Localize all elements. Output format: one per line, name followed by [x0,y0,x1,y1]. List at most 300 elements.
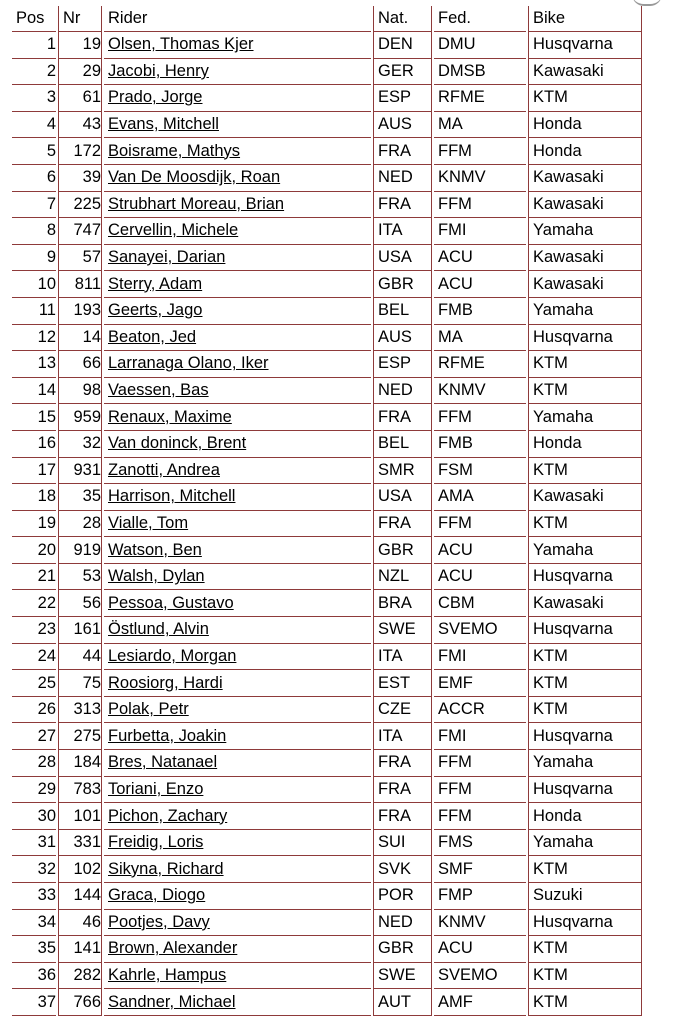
cell-fed: FMI [434,644,526,671]
cell-fed: FFM [434,803,526,830]
cell-rider [104,537,371,564]
cell-bike: KTM [528,511,642,538]
cell-nr: 747 [58,218,102,245]
cell-nat: CZE [373,697,432,724]
cell-fed: DMU [434,32,526,59]
header-nr: Nr [58,6,102,32]
rider-link[interactable]: Bres, Natanael [108,753,218,772]
cell-fed: AMF [434,989,526,1016]
cell-fed: FFM [434,777,526,804]
cell-rider [104,856,371,883]
cell-nat: SMR [373,458,432,485]
cell-fed: ACU [434,537,526,564]
cell-nr: 101 [58,803,102,830]
cell-bike: Honda [528,803,642,830]
cell-bike: Kawasaki [528,484,642,511]
cell-nr: 61 [58,85,102,112]
cell-nr: 75 [58,670,102,697]
cell-fed: AMA [434,484,526,511]
cell-nr: 29 [58,59,102,86]
rider-link[interactable]: Olsen, Thomas Kjer [108,35,254,54]
rider-link[interactable]: Graca, Diogo [108,886,206,905]
cell-pos: 4 [12,112,56,139]
table-row [12,537,642,564]
cell-bike: Kawasaki [528,59,642,86]
rider-link[interactable]: Strubhart Moreau, Brian [108,194,285,213]
header-fed: Fed. [434,6,526,32]
table-body [12,32,642,1016]
cell-nat: SWE [373,963,432,990]
cell-bike: KTM [528,936,642,963]
cell-rider [104,936,371,963]
table-row [12,723,642,750]
cell-fed: FFM [434,192,526,219]
rider-link[interactable]: Roosiorg, Hardi [108,673,223,692]
cell-bike: Kawasaki [528,192,642,219]
cell-bike: KTM [528,989,642,1016]
rider-link[interactable]: Renaux, Maxime [108,407,232,426]
cell-nr: 144 [58,883,102,910]
cell-nr: 225 [58,192,102,219]
cell-nat: GBR [373,936,432,963]
cell-nat: USA [373,245,432,272]
cell-fed: FFM [434,511,526,538]
cell-fed: ACU [434,936,526,963]
cell-nat: FRA [373,404,432,431]
cell-pos: 36 [12,963,56,990]
cell-bike: KTM [528,670,642,697]
cell-nat: GER [373,59,432,86]
rider-link[interactable]: Toriani, Enzo [108,779,204,798]
cell-rider [104,697,371,724]
cell-bike: Honda [528,431,642,458]
cell-fed: RFME [434,85,526,112]
cell-nat: BEL [373,298,432,325]
cell-pos: 15 [12,404,56,431]
cell-nat: SUI [373,830,432,857]
rider-link[interactable]: Sanayei, Darian [108,248,226,267]
cell-pos: 20 [12,537,56,564]
cell-nat: ESP [373,85,432,112]
cell-nr: 53 [58,564,102,591]
table-row [12,85,642,112]
rider-link[interactable]: Östlund, Alvin [108,620,209,639]
cell-bike: Honda [528,112,642,139]
table-row [12,218,642,245]
cell-nr: 19 [58,32,102,59]
cell-bike: Husqvarna [528,32,642,59]
cell-nr: 43 [58,112,102,139]
cell-rider [104,910,371,937]
cell-bike: Husqvarna [528,325,642,352]
cell-nat: FRA [373,138,432,165]
cell-nat: NED [373,165,432,192]
cell-nr: 331 [58,830,102,857]
cell-nat: NED [373,378,432,405]
cell-bike: Husqvarna [528,777,642,804]
cell-fed: FSM [434,458,526,485]
cell-nat: DEN [373,32,432,59]
cell-nr: 46 [58,910,102,937]
cell-bike: Yamaha [528,537,642,564]
cell-bike: Honda [528,138,642,165]
rider-link[interactable]: Kahrle, Hampus [108,966,227,985]
cell-nr: 98 [58,378,102,405]
cell-fed: FFM [434,138,526,165]
cell-fed: SVEMO [434,963,526,990]
cell-rider [104,112,371,139]
table-row [12,325,642,352]
cell-pos: 13 [12,351,56,378]
cell-pos: 23 [12,617,56,644]
cell-nat: GBR [373,537,432,564]
cell-nr: 56 [58,590,102,617]
table-row [12,590,642,617]
cell-fed: FMI [434,218,526,245]
table-row [12,644,642,671]
cell-nat: BRA [373,590,432,617]
cell-nr: 811 [58,271,102,298]
cell-nr: 313 [58,697,102,724]
rider-link[interactable]: Cervellin, Michele [108,221,239,240]
cell-rider [104,564,371,591]
rider-link[interactable]: Jacobi, Henry [108,61,209,80]
cell-nr: 28 [58,511,102,538]
header-nat: Nat. [373,6,432,32]
cell-pos: 31 [12,830,56,857]
cell-nat: SWE [373,617,432,644]
table-row [12,484,642,511]
cell-bike: Yamaha [528,750,642,777]
cell-nr: 959 [58,404,102,431]
table-row [12,431,642,458]
cell-pos: 5 [12,138,56,165]
cell-fed: MA [434,325,526,352]
cell-rider [104,218,371,245]
cell-nr: 172 [58,138,102,165]
cell-bike: Yamaha [528,298,642,325]
table-row [12,138,642,165]
cell-pos: 37 [12,989,56,1016]
rider-link[interactable]: Larranaga Olano, Iker [108,354,269,373]
table-row [12,670,642,697]
cell-nat: SVK [373,856,432,883]
cell-nr: 57 [58,245,102,272]
table-row [12,245,642,272]
rider-link[interactable]: Van doninck, Brent [108,434,247,453]
cell-rider [104,271,371,298]
cell-rider [104,883,371,910]
cell-nat: NED [373,910,432,937]
cell-pos: 6 [12,165,56,192]
cell-bike: KTM [528,856,642,883]
cell-rider [104,351,371,378]
cell-fed: KNMV [434,910,526,937]
cell-bike: KTM [528,378,642,405]
cell-bike: KTM [528,458,642,485]
rider-link[interactable]: Sikyna, Richard [108,859,224,878]
table-row [12,351,642,378]
cell-pos: 33 [12,883,56,910]
cell-fed: FMB [434,298,526,325]
cell-bike: Suzuki [528,883,642,910]
rider-link[interactable]: Pootjes, Davy [108,912,210,931]
cell-fed: FMI [434,723,526,750]
cell-rider [104,777,371,804]
cell-pos: 28 [12,750,56,777]
cell-rider [104,245,371,272]
cell-nat: BEL [373,431,432,458]
rider-link[interactable]: Polak, Petr [108,700,189,719]
cell-nat: ESP [373,351,432,378]
cell-pos: 11 [12,298,56,325]
cell-fed: MA [434,112,526,139]
cell-nr: 184 [58,750,102,777]
cell-pos: 7 [12,192,56,219]
cell-fed: CBM [434,590,526,617]
rider-link[interactable]: Freidig, Loris [108,833,204,852]
cell-rider [104,85,371,112]
cell-fed: KNMV [434,165,526,192]
cell-pos: 22 [12,590,56,617]
cell-rider [104,590,371,617]
cell-pos: 25 [12,670,56,697]
cell-fed: FFM [434,404,526,431]
cell-nat: AUS [373,112,432,139]
table-row [12,165,642,192]
cell-pos: 30 [12,803,56,830]
table-row [12,830,642,857]
rider-link[interactable]: Harrison, Mitchell [108,487,236,506]
cell-pos: 12 [12,325,56,352]
cell-rider [104,404,371,431]
cell-bike: Yamaha [528,404,642,431]
rider-link[interactable]: Furbetta, Joakin [108,726,227,745]
cell-nat: AUT [373,989,432,1016]
cell-fed: SMF [434,856,526,883]
header-bike: Bike [528,6,642,32]
cell-fed: ACU [434,271,526,298]
cell-bike: KTM [528,644,642,671]
cell-bike: Husqvarna [528,564,642,591]
header-pos: Pos [12,6,56,32]
cell-fed: FMS [434,830,526,857]
cell-bike: Kawasaki [528,165,642,192]
table-row [12,617,642,644]
table-header [12,6,642,32]
cell-bike: Yamaha [528,830,642,857]
table-row [12,32,642,59]
cell-nr: 282 [58,963,102,990]
cell-pos: 19 [12,511,56,538]
cell-pos: 3 [12,85,56,112]
cell-nr: 931 [58,458,102,485]
cell-rider [104,59,371,86]
cell-nr: 66 [58,351,102,378]
cell-nat: FRA [373,803,432,830]
cell-nat: GBR [373,271,432,298]
rider-link[interactable]: Van De Moosdijk, Roan [108,168,281,187]
cell-nr: 275 [58,723,102,750]
cell-pos: 32 [12,856,56,883]
rider-link[interactable]: Vialle, Tom [108,513,189,532]
cell-rider [104,165,371,192]
header-row [12,6,642,32]
cell-nr: 141 [58,936,102,963]
cell-pos: 14 [12,378,56,405]
cell-nat: FRA [373,511,432,538]
rider-link[interactable]: Pessoa, Gustavo [108,593,234,612]
cell-bike: Husqvarna [528,723,642,750]
rider-link[interactable]: Walsh, Dylan [108,567,205,586]
table-row [12,271,642,298]
table-row [12,989,642,1016]
cell-nat: FRA [373,192,432,219]
cell-fed: ACU [434,245,526,272]
cell-pos: 29 [12,777,56,804]
cell-nr: 783 [58,777,102,804]
cell-nat: FRA [373,750,432,777]
cell-rider [104,378,371,405]
cell-fed: KNMV [434,378,526,405]
cell-rider [104,750,371,777]
table-row [12,59,642,86]
cell-nr: 32 [58,431,102,458]
table-row [12,883,642,910]
cell-rider [104,298,371,325]
table-row [12,936,642,963]
cell-fed: FMB [434,431,526,458]
cell-nr: 35 [58,484,102,511]
cell-rider [104,138,371,165]
cell-pos: 35 [12,936,56,963]
table-row [12,750,642,777]
cell-pos: 34 [12,910,56,937]
cell-nr: 766 [58,989,102,1016]
table-row [12,856,642,883]
cell-rider [104,484,371,511]
cell-pos: 27 [12,723,56,750]
table-row [12,777,642,804]
cell-nr: 14 [58,325,102,352]
cell-pos: 10 [12,271,56,298]
rider-link[interactable]: Boisrame, Mathys [108,141,241,160]
cell-pos: 24 [12,644,56,671]
cell-rider [104,617,371,644]
rider-link[interactable]: Pichon, Zachary [108,806,228,825]
cell-bike: Husqvarna [528,617,642,644]
cell-rider [104,670,371,697]
cell-nr: 39 [58,165,102,192]
rider-link[interactable]: Beaton, Jed [108,327,197,346]
cell-fed: FMP [434,883,526,910]
cell-pos: 21 [12,564,56,591]
cell-rider [104,963,371,990]
rider-link[interactable]: Watson, Ben [108,540,202,559]
rider-link[interactable]: Sandner, Michael [108,992,236,1011]
table-row [12,963,642,990]
rider-link[interactable]: Lesiardo, Morgan [108,646,237,665]
cell-bike: KTM [528,697,642,724]
cell-pos: 26 [12,697,56,724]
table-row [12,298,642,325]
table-row [12,697,642,724]
cell-bike: Kawasaki [528,590,642,617]
rider-link[interactable]: Sterry, Adam [108,274,203,293]
cell-rider [104,803,371,830]
cell-rider [104,32,371,59]
rider-link[interactable]: Zanotti, Andrea [108,460,220,479]
cell-pos: 1 [12,32,56,59]
cell-bike: Kawasaki [528,271,642,298]
cell-rider [104,325,371,352]
cell-nat: ITA [373,644,432,671]
table-row [12,192,642,219]
cell-nr: 161 [58,617,102,644]
cell-fed: ACCR [434,697,526,724]
cell-nr: 193 [58,298,102,325]
table-row [12,564,642,591]
cell-rider [104,192,371,219]
cell-fed: RFME [434,351,526,378]
cell-nat: POR [373,883,432,910]
cell-bike: KTM [528,963,642,990]
cell-rider [104,830,371,857]
cell-nat: AUS [373,325,432,352]
rider-link[interactable]: Prado, Jorge [108,88,203,107]
rider-link[interactable]: Brown, Alexander [108,939,238,958]
cell-rider [104,989,371,1016]
cell-nat: FRA [373,777,432,804]
cell-rider [104,511,371,538]
cell-rider [104,431,371,458]
rider-link[interactable]: Vaessen, Bas [108,381,209,400]
table-row [12,112,642,139]
cell-pos: 18 [12,484,56,511]
cell-nat: USA [373,484,432,511]
cell-fed: FFM [434,750,526,777]
table-row [12,803,642,830]
table-row [12,378,642,405]
cell-pos: 16 [12,431,56,458]
header-rider: Rider [104,6,371,32]
standings-table [10,6,644,1016]
cell-fed: EMF [434,670,526,697]
cell-nat: ITA [373,723,432,750]
cell-bike: KTM [528,351,642,378]
cell-rider [104,644,371,671]
table-row [12,404,642,431]
cell-pos: 17 [12,458,56,485]
table-row [12,511,642,538]
cell-nr: 919 [58,537,102,564]
cell-rider [104,723,371,750]
rider-link[interactable]: Evans, Mitchell [108,115,219,134]
cell-nat: ITA [373,218,432,245]
rider-link[interactable]: Geerts, Jago [108,301,203,320]
cell-pos: 2 [12,59,56,86]
cell-fed: ACU [434,564,526,591]
cell-nr: 44 [58,644,102,671]
cell-nat: EST [373,670,432,697]
cell-bike: Yamaha [528,218,642,245]
cell-pos: 8 [12,218,56,245]
cell-bike: Kawasaki [528,245,642,272]
cell-fed: SVEMO [434,617,526,644]
table-row [12,458,642,485]
cell-pos: 9 [12,245,56,272]
cell-nr: 102 [58,856,102,883]
